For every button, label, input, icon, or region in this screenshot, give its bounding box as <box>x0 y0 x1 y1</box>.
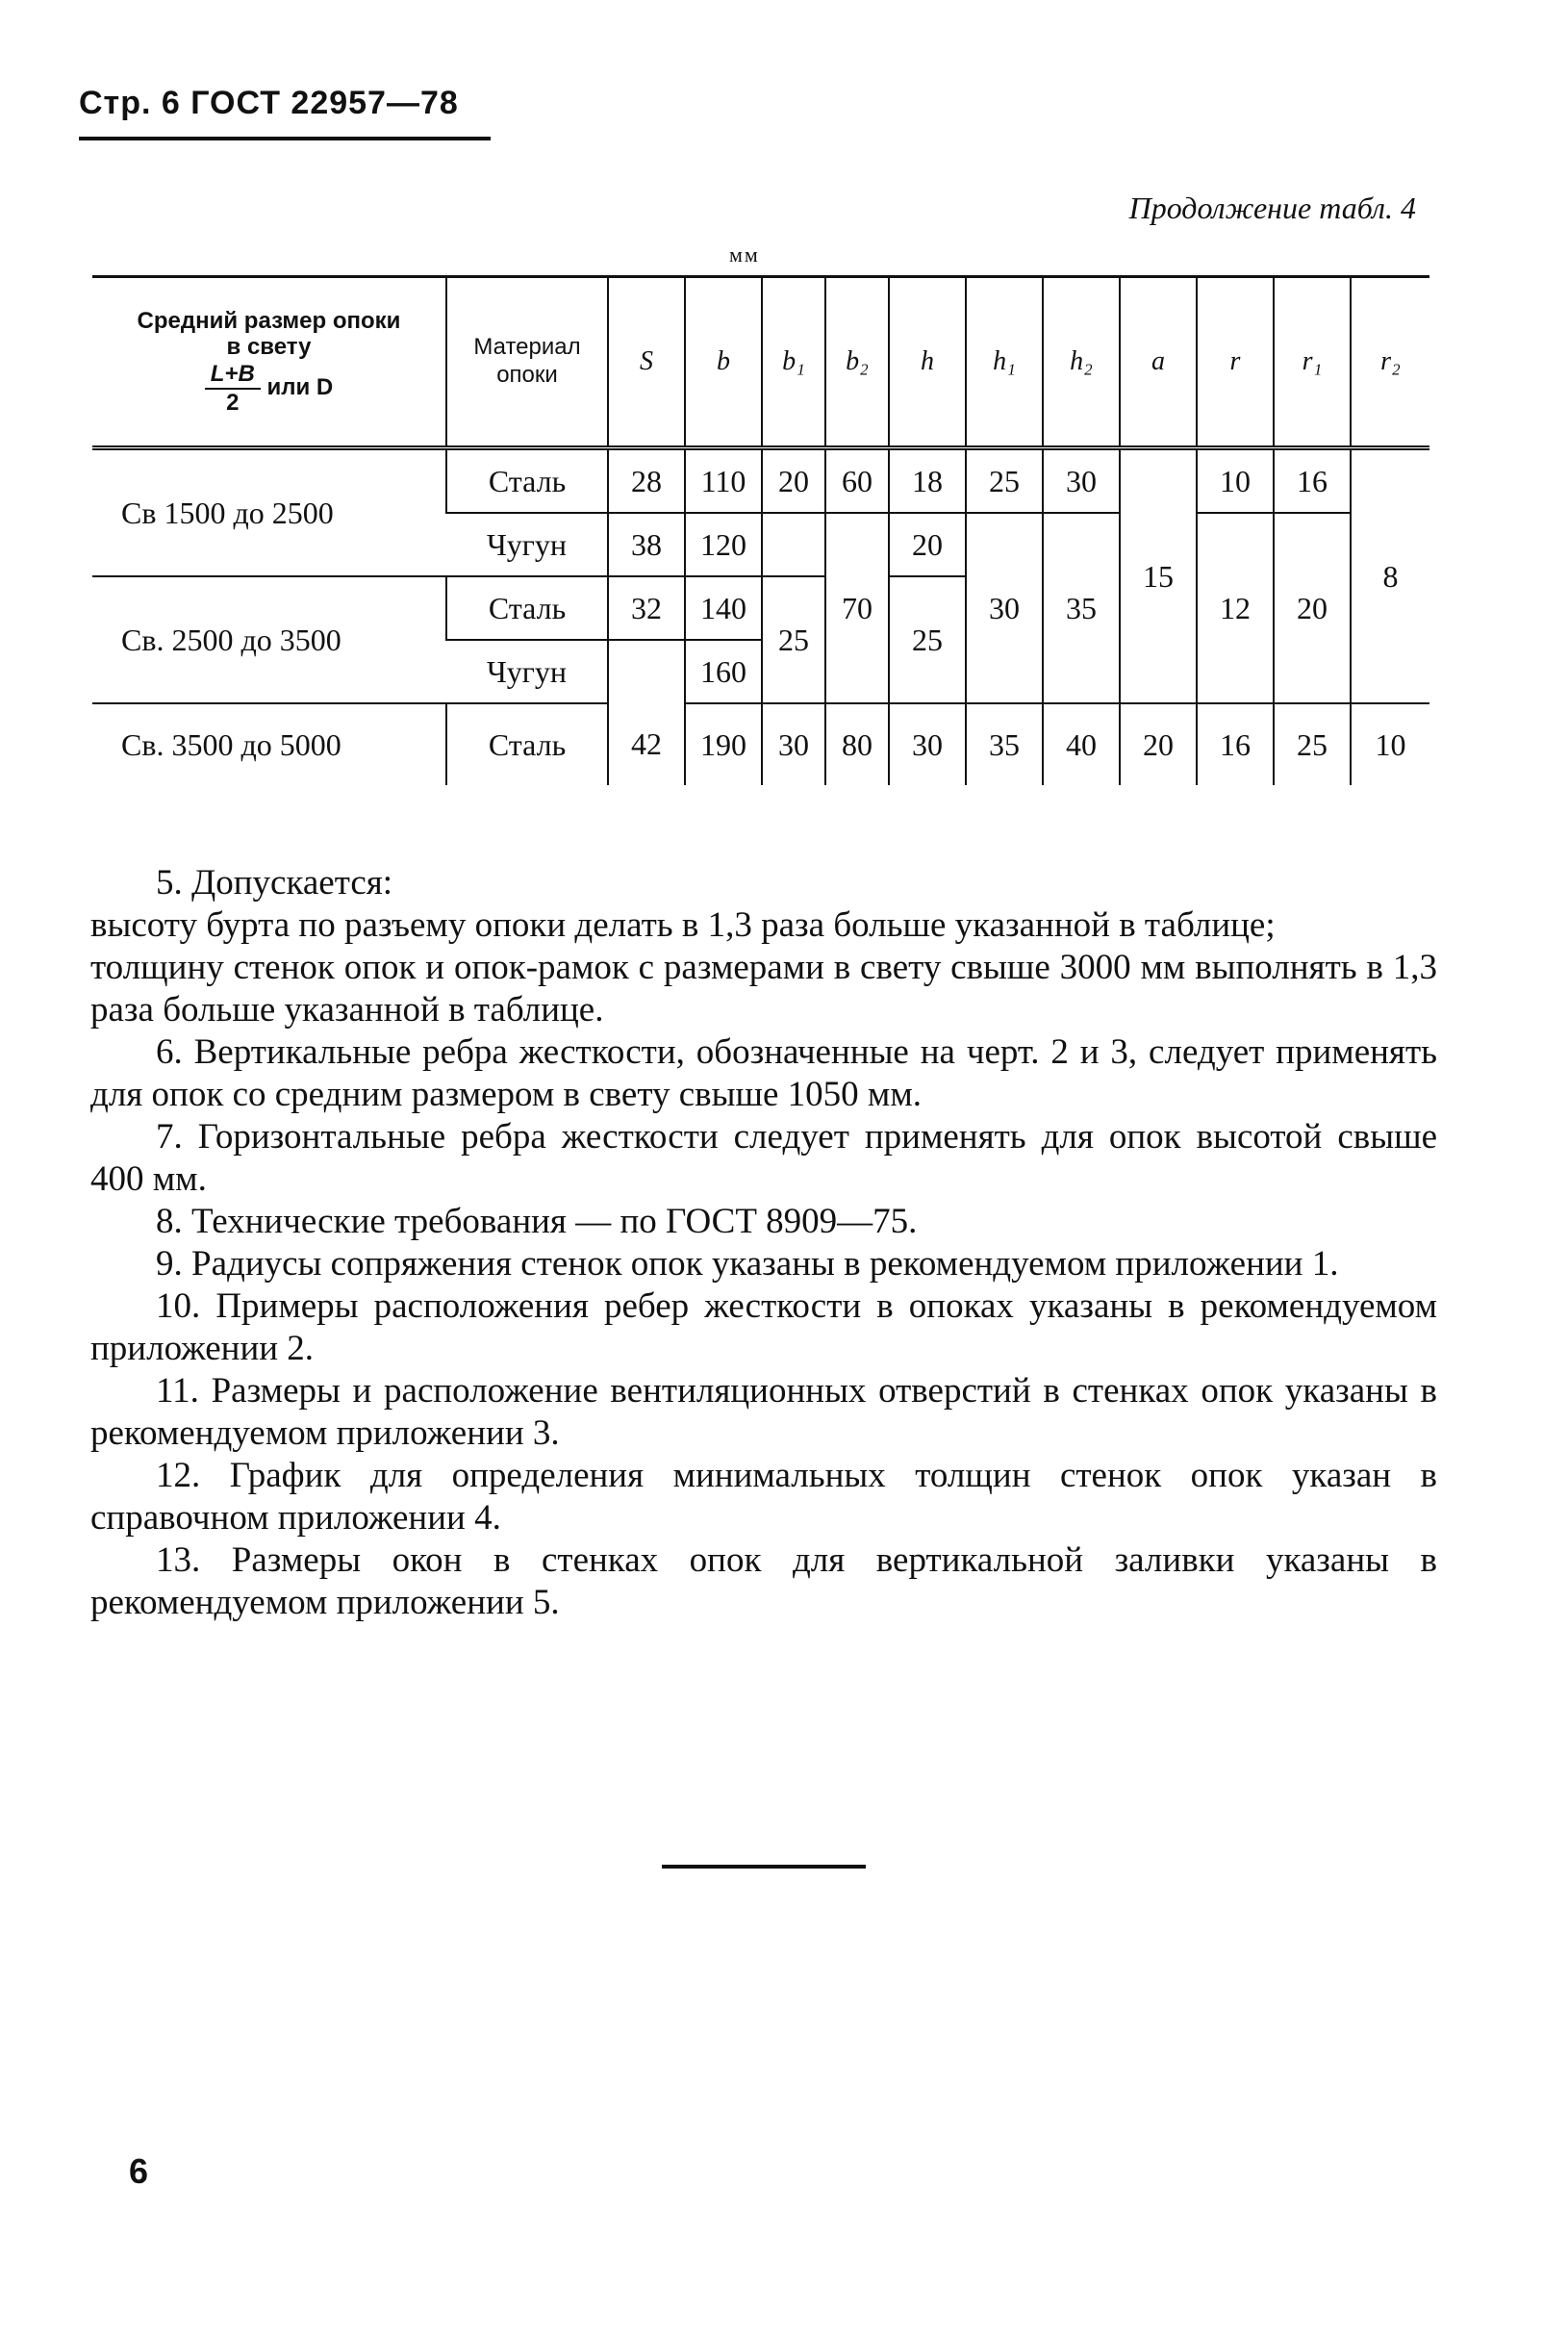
paragraph: 7. Горизонтальные ребра жесткости следует применять для опок высотой свыше 400 мм. <box>90 1117 1437 1199</box>
cell-r2: 8 <box>1351 448 1429 704</box>
cell-h2: 40 <box>1043 703 1120 785</box>
header-a: a <box>1120 277 1197 448</box>
header-r1: r₁ <box>1274 277 1351 448</box>
cell-h1: 30 <box>966 513 1043 703</box>
header-r2: r₂ <box>1351 277 1429 448</box>
header-r: r <box>1197 277 1274 448</box>
cell-r1: 20 <box>1274 513 1351 703</box>
cell-b: 190 <box>685 703 762 785</box>
paragraph: толщину стенок опок и опок-рамок с размерами в свету свыше 3000 мм выполнять в 1,3 раза больше указанной в таблице. <box>90 948 1437 1030</box>
cell-material: Сталь <box>446 703 608 785</box>
cell-r: 16 <box>1197 703 1274 785</box>
paragraph: 8. Технические требования — по ГОСТ 8909—75. <box>156 1202 918 1241</box>
cell-h1: 35 <box>966 703 1043 785</box>
cell-b1: 20 <box>762 448 825 514</box>
table-row <box>92 703 1429 785</box>
header-h2: h₂ <box>1043 277 1120 448</box>
paragraph: 10. Примеры расположения ребер жесткости в опоках указаны в рекомендуемом приложении 2. <box>90 1286 1437 1368</box>
cell-size: Св. 2500 до 3500 <box>92 576 446 703</box>
table-continuation-label: Продолжение табл. 4 <box>1128 191 1416 225</box>
paragraph: 5. Допускается: <box>156 863 393 903</box>
cell-r: 12 <box>1197 513 1274 703</box>
cell-a: 20 <box>1120 703 1197 785</box>
cell-material: Сталь <box>446 448 608 514</box>
cell-r2: 10 <box>1351 703 1429 785</box>
body-text <box>90 862 1437 1624</box>
table-header-row <box>92 277 1429 448</box>
cell-b1 <box>762 513 825 576</box>
header-h1: h₁ <box>966 277 1043 448</box>
cell-b1: 25 <box>762 576 825 703</box>
cell-h2: 30 <box>1043 448 1120 514</box>
cell-h: 25 <box>889 576 966 703</box>
page-header: Стр. 6 ГОСТ 22957—78 <box>79 85 459 121</box>
cell-b1: 30 <box>762 703 825 785</box>
header-size: Средний размер опоки в свету $\frac{L+B}{2}$ или D <box>92 277 446 448</box>
cell-r: 10 <box>1197 448 1274 514</box>
paragraph: 12. График для определения минимальных толщин стенок опок указан в справочном приложении 4. <box>90 1456 1437 1538</box>
cell-size: Св 1500 до 2500 <box>92 448 446 577</box>
paragraph: 9. Радиусы сопряжения стенок опок указаны в рекомендуемом приложении 1. <box>156 1244 1339 1284</box>
cell-h1: 25 <box>966 448 1043 514</box>
cell-b: 120 <box>685 513 762 576</box>
cell-h: 20 <box>889 513 966 576</box>
header-rule <box>79 137 491 140</box>
table-row <box>92 448 1429 514</box>
header-b2: b₂ <box>825 277 889 448</box>
cell-material: Чугун <box>446 513 608 576</box>
cell-b2: 60 <box>825 448 889 514</box>
page-number: 6 <box>129 2151 149 2191</box>
paragraph: 13. Размеры окон в стенках опок для вертикальной заливки указаны в рекомендуемом приложении 5. <box>90 1540 1437 1622</box>
cell-S <box>608 640 685 703</box>
cell-S: 28 <box>608 448 685 514</box>
cell-r1: 16 <box>1274 448 1351 514</box>
cell-h2: 35 <box>1043 513 1120 703</box>
cell-a: 15 <box>1120 448 1197 704</box>
cell-b: 140 <box>685 576 762 640</box>
cell-S: 42 <box>608 703 685 785</box>
header-b: b <box>685 277 762 448</box>
cell-b2: 70 <box>825 513 889 703</box>
dimensions-table <box>92 275 1429 785</box>
header-b1: b₁ <box>762 277 825 448</box>
end-rule <box>662 1865 866 1869</box>
header-S: S <box>608 277 685 448</box>
cell-material: Чугун <box>446 640 608 703</box>
paragraph: высоту бурта по разъему опоки делать в 1,3 раза больше указанной в таблице; <box>90 905 1276 945</box>
cell-b2: 80 <box>825 703 889 785</box>
cell-S: 32 <box>608 576 685 640</box>
cell-material: Сталь <box>446 576 608 640</box>
cell-b: 110 <box>685 448 762 514</box>
cell-S: 38 <box>608 513 685 576</box>
paragraph: 6. Вертикальные ребра жесткости, обозначенные на черт. 2 и 3, следует применять для опок со средним размером в свету свыше 1050 мм. <box>90 1032 1437 1114</box>
cell-size: Св. 3500 до 5000 <box>121 726 341 762</box>
paragraph: 11. Размеры и расположение вентиляционных отверстий в стенках опок указаны в рекомендуемом приложении 3. <box>90 1371 1437 1453</box>
cell-h: 18 <box>889 448 966 514</box>
units-label: мм <box>729 242 760 267</box>
cell-h: 30 <box>889 703 966 785</box>
header-material: Материал опоки <box>446 277 608 448</box>
cell-r1: 25 <box>1274 703 1351 785</box>
cell-b: 160 <box>685 640 762 703</box>
header-h: h <box>889 277 966 448</box>
